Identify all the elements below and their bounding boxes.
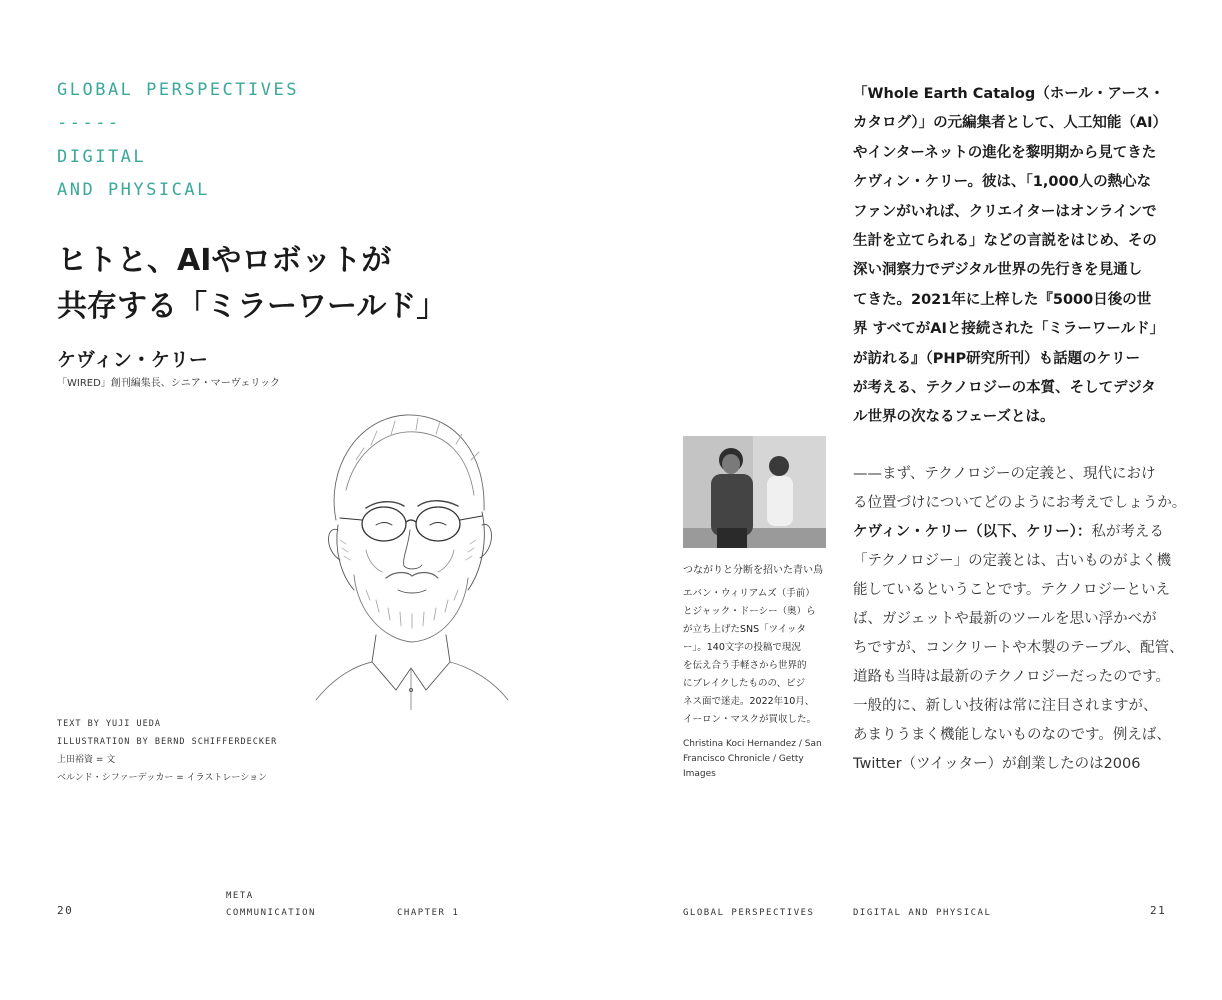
page-number-left: 20 bbox=[57, 904, 74, 917]
footer-meta: META bbox=[226, 891, 254, 901]
section-label-digital: DIGITAL bbox=[57, 147, 147, 167]
credit-text-by: TEXT BY YUJI UEDA bbox=[57, 719, 161, 729]
article-title-line: ヒトと、AIやロボットが bbox=[57, 243, 392, 278]
answer-text-start: 私が考える bbox=[1091, 524, 1164, 540]
answer-line: あまりうまく機能しないものなのです。例えば、 bbox=[853, 727, 1171, 743]
answer-line: 能しているということです。テクノロジーといえ bbox=[853, 582, 1170, 598]
caption-line: にブレイクしたものの、ビジ bbox=[683, 678, 806, 689]
footer-digital-and-physical: DIGITAL AND PHYSICAL bbox=[853, 908, 992, 918]
credits-block bbox=[57, 715, 277, 787]
lead-line: カタログ）」の元編集者として、人工知能（AI） bbox=[853, 115, 1168, 132]
caption-line: ネス面で迷走。2022年10月、 bbox=[683, 696, 815, 707]
lead-line: が訪れる』（PHP研究所刊）も話題のケリー bbox=[853, 350, 1141, 367]
answer-line: Twitter（ツイッター）が創業したのは2006 bbox=[853, 756, 1141, 772]
article-body bbox=[853, 460, 1187, 779]
credit-text-jp: 上田裕資 = 文 bbox=[57, 755, 116, 765]
credit-illustration-by: ILLUSTRATION BY BERND SCHIFFERDECKER bbox=[57, 737, 278, 747]
answer-line: 道路も当時は最新のテクノロジーだったのです。 bbox=[853, 669, 1170, 685]
footer-communication: COMMUNICATION bbox=[226, 908, 316, 918]
caption-line: を伝え合う手軽さから世界的 bbox=[683, 660, 807, 671]
photo-caption-title: つながりと分断を招いた青い鳥 bbox=[683, 565, 823, 576]
lead-line: ファンがいれば、クリエイターはオンラインで bbox=[853, 203, 1157, 220]
section-label-and-physical: AND PHYSICAL bbox=[57, 180, 210, 200]
lead-line: ケヴィン・ケリー。彼は、「1,000人の熱心な bbox=[853, 174, 1152, 191]
caption-line: イーロン・マスクが買収した。 bbox=[683, 714, 817, 725]
lead-line: ル世界の次なるフェーズとは。 bbox=[853, 409, 1055, 426]
article-title bbox=[57, 238, 477, 330]
credit-illustration-jp: ベルンド・シファーデッカー = イラストレーション bbox=[57, 773, 268, 783]
section-label-global-perspectives: GLOBAL PERSPECTIVES bbox=[57, 80, 299, 100]
article-title-line: 共存する「ミラーワールド」 bbox=[57, 289, 447, 324]
article-lead bbox=[853, 80, 1171, 433]
answer-line: 一般的に、新しい技術は常に注目されますが、 bbox=[853, 698, 1158, 714]
caption-line: が立ち上げたSNS「ツイッタ bbox=[683, 624, 807, 635]
lead-line: 深い洞察力でデジタル世界の先行きを見通し bbox=[853, 262, 1143, 279]
caption-line: ー」。140文字の投稿で現況 bbox=[683, 642, 801, 653]
photo-credit bbox=[683, 737, 831, 782]
question-line: ——まず、テクノロジーの定義と、現代におけ bbox=[853, 466, 1156, 482]
answer-line: ば、ガジェットや最新のツールを思い浮かべが bbox=[853, 611, 1157, 627]
footer-global-perspectives: GLOBAL PERSPECTIVES bbox=[683, 908, 815, 918]
section-divider: ----- bbox=[57, 113, 121, 133]
author-role: 「WIRED」創刊編集長、シニア・マーヴェリック bbox=[57, 378, 281, 389]
lead-line: 界 すべてがAIと接続された「ミラーワールド」 bbox=[853, 321, 1165, 338]
caption-line: エバン・ウィリアムズ（手前） bbox=[683, 588, 815, 599]
question-line: る位置づけについてどのようにお考えでしょうか。 bbox=[853, 495, 1187, 511]
answer-paragraph bbox=[853, 518, 1173, 547]
lead-line: やインターネットの進化を黎明期から見てきた bbox=[853, 144, 1157, 161]
lead-line: が考える、テクノロジーの本質、そしてデジタ bbox=[853, 380, 1156, 397]
photo-credit-line: Images bbox=[683, 769, 716, 779]
caption-line: とジャック・ドーシー（奥）ら bbox=[683, 606, 816, 617]
photo-caption bbox=[683, 585, 828, 729]
photo-credit-line: Christina Koci Hernandez / San bbox=[683, 739, 822, 749]
answer-line: 「テクノロジー」の定義とは、古いものがよく機 bbox=[853, 553, 1172, 569]
speaker-label: ケヴィン・ケリー（以下、ケリー）： bbox=[853, 524, 1092, 540]
photo-credit-line: Francisco Chronicle / Getty bbox=[683, 754, 804, 764]
answer-line: ちですが、コンクリートや木製のテーブル、配管、 bbox=[853, 640, 1184, 656]
page-number-right: 21 bbox=[1150, 904, 1167, 917]
lead-line: 生計を立てられる」などの言説をはじめ、その bbox=[853, 233, 1157, 250]
lead-line: てきた。2021年に上梓した『5000日後の世 bbox=[853, 291, 1152, 308]
footer-chapter: CHAPTER 1 bbox=[397, 908, 460, 918]
article-photo bbox=[683, 436, 826, 548]
lead-line: 「Whole Earth Catalog（ホール・アース・ bbox=[853, 86, 1165, 102]
portrait-illustration bbox=[296, 400, 516, 710]
author-name: ケヴィン・ケリー bbox=[57, 349, 208, 371]
